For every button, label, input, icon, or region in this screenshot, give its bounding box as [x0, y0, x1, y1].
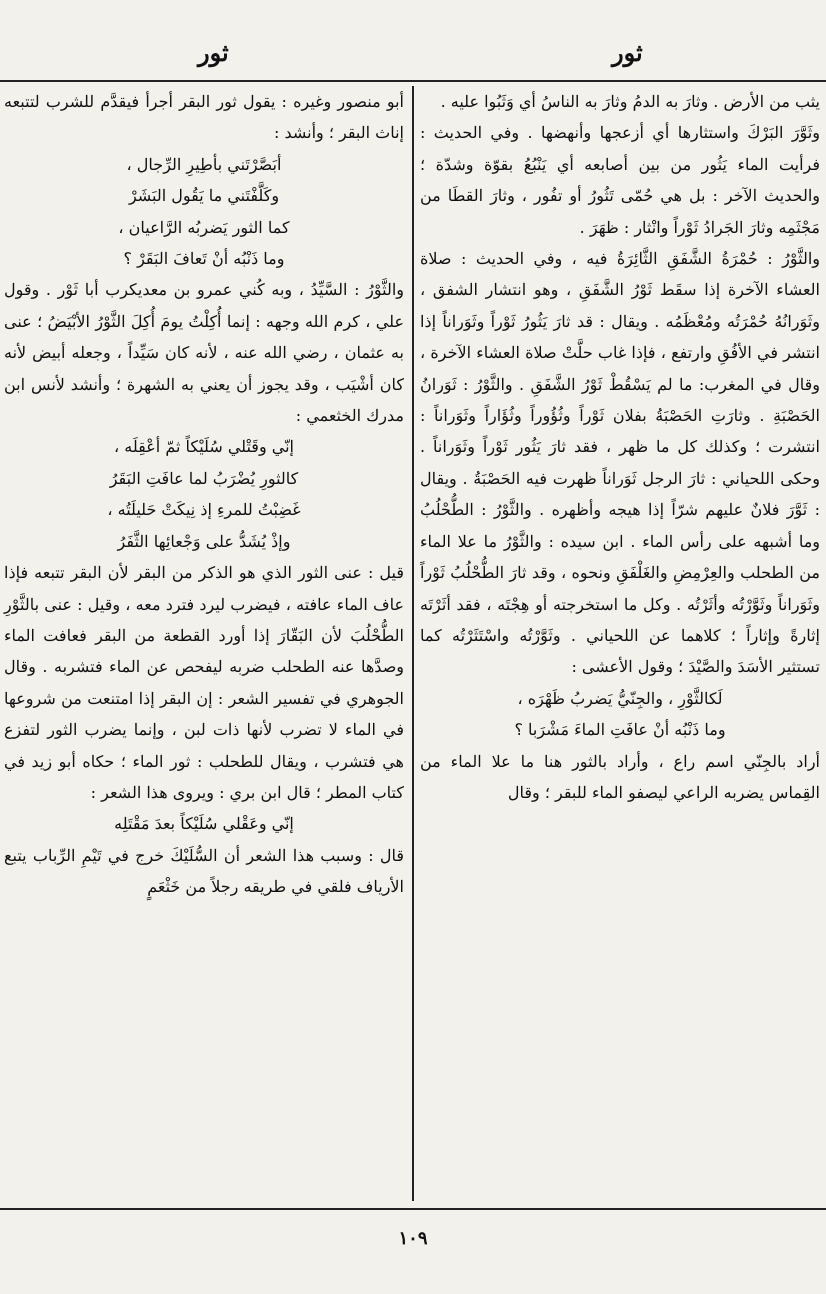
footer-rule [0, 1208, 826, 1210]
verse-line: كالثورِ يُضْرَبُ لما عافَتِ البَقَرُ [109, 468, 299, 488]
verse-line: لَكالثَّوْرِ ، والجِنّيُّ يَضربُ ظَهْرَه ، [517, 688, 723, 708]
text-paragraph: قال : وسبب هذا الشعر أن السُّلَيْكَ خرج في تَيْمِ الرِّباب يتبع الأرياف فلقي في طريقه رجلاً من خَثْعَمٍ [4, 845, 404, 897]
text-paragraph: والثَّوْرُ : السَّيِّدُ ، وبه كُني عمرو بن معديكرب أبا ثَوْر . وقول علي ، كرم الله وجهه : إنما أُكِلْتُ يومَ أُكِلَ الثَّوْرُ الأبْيَضُ ؛ عنى به عثمان ، رضي الله عنه ، لأنه كان سَيِّداً ، وجعله أبيض لأنه كان أشْيَب ، وقد يجوز أن يعني به الشهرة ؛ وأنشد لأنس ابن مدرك الخثعمي : [4, 280, 405, 426]
text-paragraph: وثَوَّرَ البَرْكَ واستثارها أي أزعجها وأنهضها . وفي الحديث : فرأيت الماء يَثُور من بين أصابعه أي يَنْبُعُ بقوّة وشدّة ؛ والحديث الآخر : بل هي حُمّى تَثُورُ أو تفُور ، وثارَ القطَا من مَجْثَمِه وثارَ الجَرادُ ثَوْراً وانْثار : ظهَرَ . [420, 123, 820, 237]
verse-line: وما ذَنْبُه أنْ تَعافَ البَقَرْ ؟ [123, 249, 285, 269]
verse-line: وكَلَّفْتَني ما يَقُول البَشَرْ [128, 186, 280, 206]
verse-line: وما ذَنْبُه أنْ عافَتِ الماءَ مَشْرَبا ؟ [514, 720, 726, 740]
verse-line: كما الثور يَضربُه الرَّاعيان ، [118, 217, 290, 237]
right-column [420, 86, 820, 808]
text-paragraph: يثب من الأرض . وثارَ به الدمُ وثارَ به الناسُ أي وَثَبُوا عليه . [440, 92, 820, 111]
running-header-right: ثور [612, 38, 643, 67]
text-paragraph: قيل : عنى الثور الذي هو الذكر من البقر لأن البقر تتبعه فإذا عاف الماء عافته ، فيضرب ليرد فترد معه ، وقيل : عنى بالثَّوْرِ الطُّحْلُبَ لأن البَقّارَ إذا أورد القطعة من البقر فعافت الماء وصدَّها عنه الطحلب ضربه ليفحص عن الماء فتشربه . وقال الجوهري في تفسير الشعر : إن البقر إذا امتنعت من شروعها في الماء لا تضرب لأنها ذات لبن ، وإنما يضرب الثور لتفزع هي فتشرب ، ويقال للطحلب : ثور الماء ؛ حكاه أبو زيد في كتاب المطر ؛ قال ابن بري : ويروى هذا الشعر : [4, 563, 404, 802]
verse-line: إنّي وقَتْلي سُلَيْكاً ثمّ أعْقِلَه ، [114, 437, 294, 457]
text-paragraph: أبو منصور وغيره : يقول ثور البقر أجرأ فيقدَّم للشرب لتتبعه إناث البقر ؛ وأنشد : [4, 92, 404, 143]
text-paragraph: والثَّوْرُ : حُمْرَةُ الشَّفَقِ الثَّائِرَةُ فيه ، وفي الحديث : صلاة العشاء الآخرة إذا سقَط ثَوْرُ الشَّفَقِ ، وهو انتشار الشفق ، وثَوَرانُهُ حُمْرَتُه ومُعْظَمُه . ويقال : قد ثارَ يَثُورُ ثَوْراً وثَوَراناً إذا انتشر في الأفُقِ وارتفع ، فإذا غاب حلَّتْ صلاة العشاء الآخرة ، وقال في المغرب: ما لم يَسْقُطْ ثَوْرُ الشَّفَقِ . والثَّوْرُ : ثَوَرانُ الحَصْبَةِ . وثارَتِ الحَصْبَةُ بفلان ثَوْراً وثُؤُوراً وثُؤَاراً وثَوَراناً : انتشرت ؛ وكذلك كل ما ظهر ، فقد ثارَ يَثُور ثَوْراً وثَوَراناً . وحكى اللحياني : ثارَ الرجل ثَوَراناً ظهرت فيه الحَصْبَةُ . ويقال : ثَوَّرَ فلانٌ عليهم شرّاً إذا هيجه وأظهره . والثَّوْرُ : الطُّحْلُبُ وما أشبهه على رأس الماء . ابن سيده : والثَّوْرُ ما علا الماء من الطحلب والعِرْمِضِ والغَلْفَقِ ونحوه ، وقد ثارَ الطُّحْلُبُ ثَوْراً وثَوَراناً وثَوَّرْتُه وأثَرْتُه . وكل ما استخرجته أو هِجْتَه ، فقد أثَرْتَه إثارةً وإثاراً ؛ كلاهما عن اللحياني . وثَوَّرْتُه واسْتَثَرْتُه كما تستثير الأسَدَ والصَّيْدَ ؛ وقول الأعشى : [420, 249, 820, 677]
verse-line: إنّي وعَقْلي سُلَيْكاً بعدَ مَقْتَلِه [114, 814, 294, 834]
column-divider [412, 86, 414, 1201]
text-paragraph: أراد بالجِنّي اسم راع ، وأراد بالثور هنا ما علا الماء من القِماس يضربه الراعي ليصفو الماء للبقر ؛ وقال [420, 751, 820, 802]
page-number: ١٠٩ [398, 1228, 428, 1249]
running-header-left: ثور [198, 38, 229, 67]
verse-line: وإذْ يُشَدُّ على وَجْعائِها الثَّفَرُ [117, 531, 291, 551]
left-column [4, 86, 404, 903]
header-rule [0, 80, 826, 82]
verse-line: أبَصَّرْتَني بأطِيرِ الرِّجال ، [126, 154, 282, 174]
verse-line: غَضِبْتُ للمرءِ إذ نِيكَتْ حَليلَتُه ، [107, 500, 301, 520]
